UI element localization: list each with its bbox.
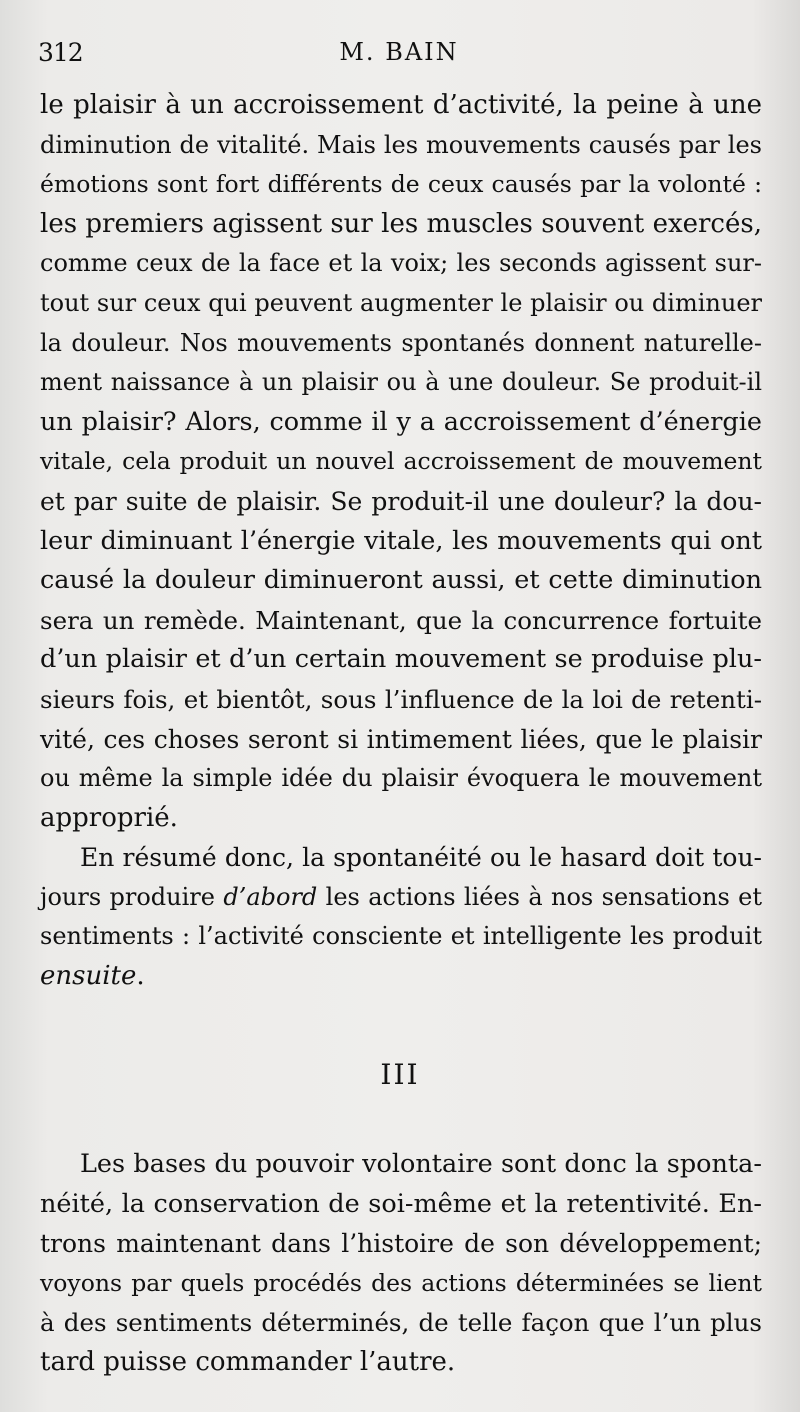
paragraph1-line: ment naissance à un plaisir ou à une douleur. Se produit-il [40, 368, 762, 397]
paragraph1-line: comme ceux de la face et la voix; les seconds agissent sur- [40, 249, 762, 278]
italic-text: d’abord [223, 882, 318, 911]
paragraph1-line: le plaisir à un accroissement d’activité, la peine à une [40, 90, 762, 120]
paragraph1-line: leur diminuant l’énergie vitale, les mouvements qui ont [40, 525, 762, 556]
paragraph1-line: sera un remède. Maintenant, que la concurrence fortuite [40, 605, 762, 635]
paragraph3-line: tard puisse commander l’autre. [40, 1346, 456, 1377]
running-head: M. BAIN [339, 38, 459, 66]
paragraph3-line: néité, la conservation de soi-même et la retentivité. En- [40, 1188, 762, 1219]
paragraph2-line [40, 957, 762, 997]
paragraph1-line: diminution de vitalité. Mais les mouvements causés par les [40, 130, 762, 159]
paragraph1-line: causé la douleur diminueront aussi, et cette diminution [40, 565, 762, 596]
paragraph1-line: vitale, cela produit un nouvel accroissement de mouvement [40, 447, 762, 476]
text-run: les actions liées à nos sensations et [317, 882, 762, 911]
paragraph1-line: émotions sont fort différents de ceux causés par la volonté : [40, 170, 762, 199]
paragraph1-line: approprié. [40, 802, 178, 833]
italic-text: ensuite [40, 961, 137, 992]
page-number: 312 [38, 38, 83, 67]
text-block-2 [40, 1145, 762, 1383]
paragraph3-line: voyons par quels procédés des actions déterminées se lient [40, 1268, 762, 1297]
text-run: . [136, 961, 145, 992]
paragraph1-line: les premiers agissent sur les muscles souvent exercés, [40, 208, 762, 239]
paragraph1-line: tout sur ceux qui peuvent augmenter le plaisir ou diminuer [40, 288, 762, 317]
paragraph1-line: vité, ces choses seront si intimement liées, que le plaisir [40, 724, 762, 754]
paragraph2-line: sentiments : l’activité consciente et intelligente les produit [40, 922, 762, 951]
paragraph1-line: sieurs fois, et bientôt, sous l’influence de la loi de retenti- [40, 684, 762, 714]
paragraph1-line: et par suite de plaisir. Se produit-il une douleur? la dou- [40, 486, 762, 516]
section-heading: III [380, 1058, 420, 1091]
paragraph2-line [40, 878, 762, 918]
paragraph3-line: Les bases du pouvoir volontaire sont donc la sponta- [80, 1149, 762, 1179]
paragraph1-line: ou même la simple idée du plaisir évoquera le mouvement [40, 764, 762, 793]
text-block-1 [40, 86, 762, 997]
paragraph1-line: la douleur. Nos mouvements spontanés donnent naturelle- [40, 328, 762, 357]
paragraph1-line: d’un plaisir et d’un certain mouvement se produise plu- [40, 644, 762, 675]
page-header [38, 38, 760, 74]
paragraph1-line: un plaisir? Alors, comme il y a accroissement d’énergie [40, 406, 762, 437]
paragraph3-line: trons maintenant dans l’histoire de son développement; [40, 1229, 762, 1259]
paragraph2-line: En résumé donc, la spontanéité ou le hasard doit tou- [80, 843, 762, 873]
paragraph3-line: à des sentiments déterminés, de telle façon que l’un plus [40, 1308, 762, 1338]
text-run: jours produire [40, 882, 224, 911]
